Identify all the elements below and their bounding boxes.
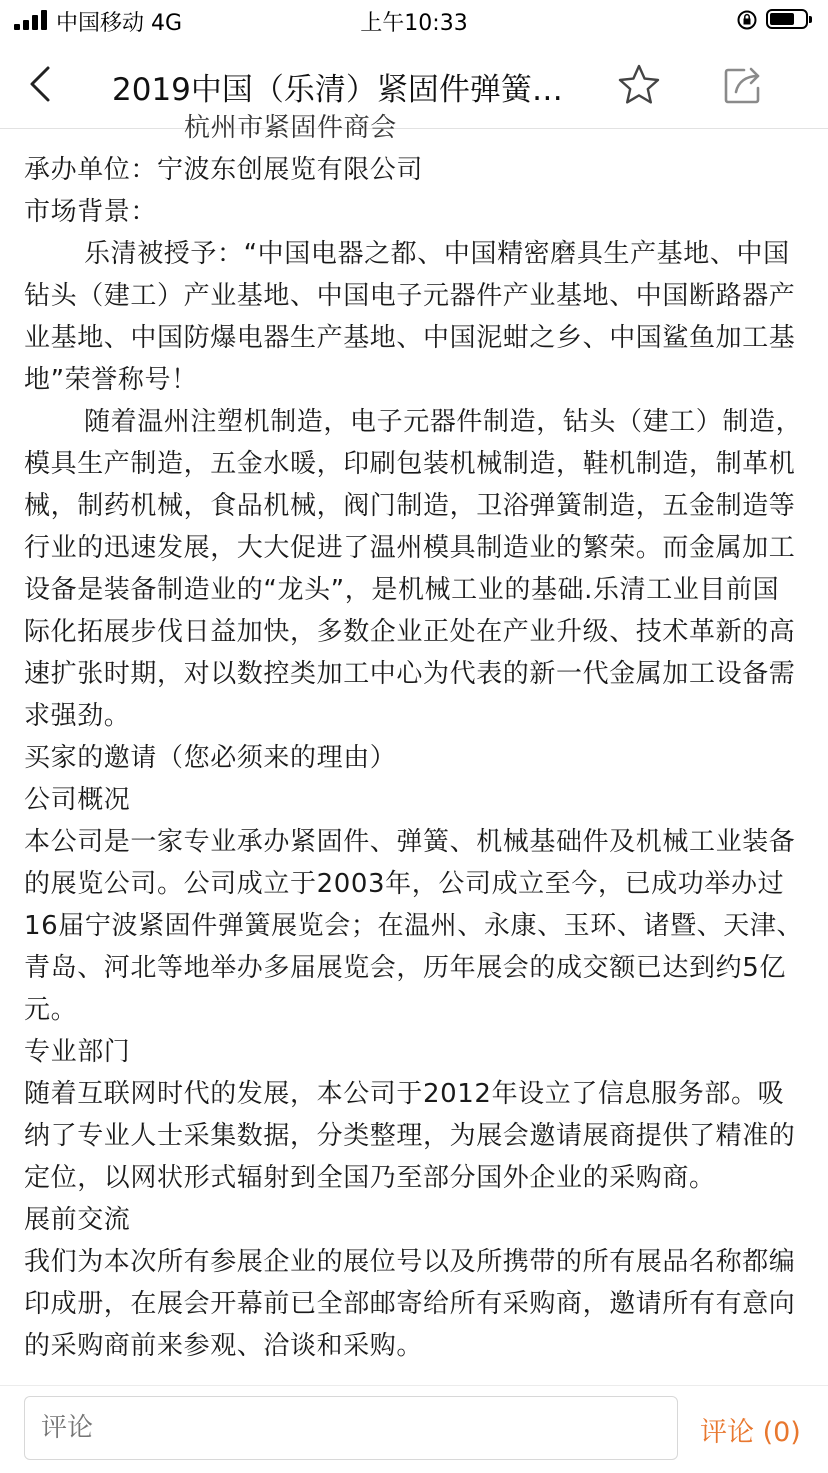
- comment-button[interactable]: 评论 (0): [700, 1410, 801, 1449]
- article-heading-market-background: 市场背景：: [24, 197, 158, 227]
- star-icon[interactable]: [616, 62, 662, 108]
- article-paragraph-industry: 随着温州注塑机制造，电子元器件制造，钻头（建工）制造，模具生产制造，五金水暖，印刷包装机械制造，鞋机制造，制革机械，制药机械，食品机械，阀门制造，卫浴弹簧制造，五金制造等行业的迅速发展，大大促进了温州模具制造业的繁荣。而金属加工设备是装备制造业的“龙头”，是机械工业的基础.乐清工业目前国际化拓展步伐日益加快，多数企业正处在产业升级、技术革新的高速扩张时期，对以数控类加工中心为代表的新一代金属加工设备需求强劲。: [24, 407, 803, 731]
- share-icon[interactable]: [720, 62, 766, 108]
- article-paragraph-department: 随着互联网时代的发展，本公司于2012年设立了信息服务部。吸纳了专业人士采集数据，分类整理，为展会邀请展商提供了精准的定位，以网状形式辐射到全国乃至部分国外企业的采购商。: [24, 1079, 796, 1193]
- article-content[interactable]: [0, 113, 828, 1385]
- article-paragraph-host: 承办单位：宁波东创展览有限公司: [24, 155, 424, 185]
- carrier-label: 中国移动 4G: [56, 11, 183, 36]
- status-time: 上午10:33: [360, 11, 468, 36]
- lock-rotation-icon: [736, 9, 758, 31]
- back-icon[interactable]: [22, 62, 62, 106]
- article-paragraph-honors: 乐清被授予：“中国电器之都、中国精密磨具生产基地、中国钻头（建工）产业基地、中国电子元器件产业基地、中国断路器产业基地、中国防爆电器生产基地、中国泥蚶之乡、中国鲨鱼加工基地”荣誉称号！: [24, 239, 796, 395]
- article-heading-department: 专业部门: [24, 1037, 131, 1067]
- article-paragraph-company: 本公司是一家专业承办紧固件、弹簧、机械基础件及机械工业装备的展览公司。公司成立于2003年，公司成立至今，已成功举办过16届宁波紧固件弹簧展览会；在温州、永康、玉环、诸暨、天津、青岛、河北等地举办多届展览会，历年展会的成交额已达到约5亿元。: [24, 827, 804, 1025]
- article-heading-pre-show: 展前交流: [24, 1205, 131, 1235]
- article-body: [0, 107, 828, 1367]
- comment-input[interactable]: [24, 1396, 678, 1460]
- status-bar: [0, 0, 828, 40]
- article-paragraph-organizer: 杭州市紧固件商会: [184, 113, 397, 143]
- article-paragraph-pre-show: 我们为本次所有参展企业的展位号以及所携带的所有展品名称都编印成册，在展会开幕前已全部邮寄给所有采购商，邀请所有有意向的采购商前来参观、洽谈和采购。: [24, 1247, 796, 1361]
- battery-icon: [766, 9, 808, 29]
- article-heading-company-overview: 公司概况: [24, 785, 131, 815]
- article-heading-buyer-invite: 买家的邀请（您必须来的理由）: [24, 743, 397, 773]
- page-title: 2019中国（乐清）紧固件弹簧…: [112, 72, 563, 108]
- comment-bar: [0, 1385, 828, 1473]
